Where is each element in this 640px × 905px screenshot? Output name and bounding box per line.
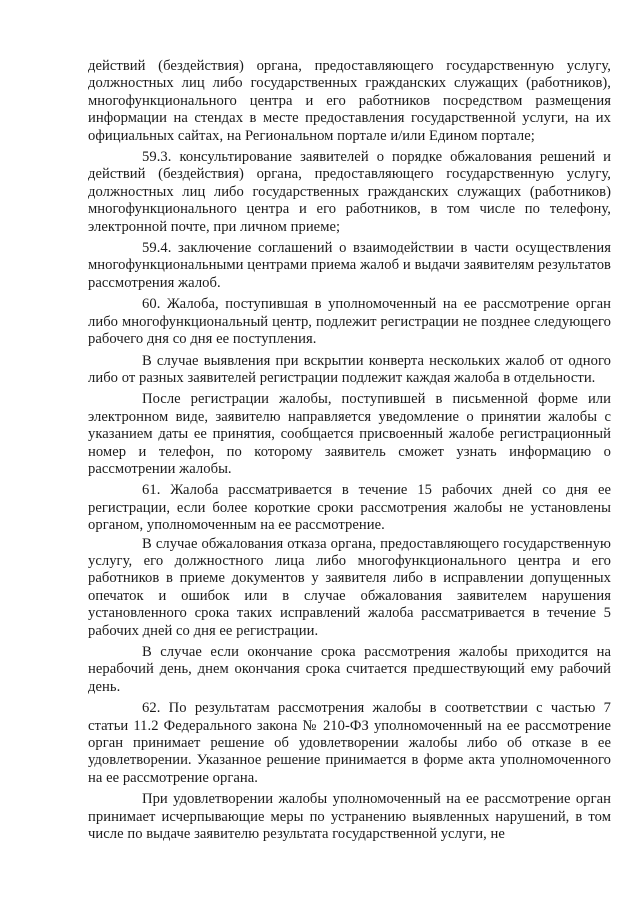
paragraph-61-nonworking-day: В случае если окончание срока рассмотрения жалобы приходится на нерабочий день, днем окончания срока считается предшествующий ему рабочий день. — [88, 644, 611, 695]
paragraph-61: 61. Жалоба рассматривается в течение 15 рабочих дней со дня ее регистрации, если более короткие сроки рассмотрения жалобы не установлены органом, уполномоченным на ее рассмотрение. — [88, 482, 611, 534]
paragraph-62: 62. По результатам рассмотрения жалобы в соответствии с частью 7 статьи 11.2 Федерального закона № 210-ФЗ уполномоченный на ее рассмотрение орган принимает решение об удовлетворении жалобы либо об отказе в ее удовлетворении. Указанное решение принимается в форме акта уполномоченного на ее рассмотрение органа. — [88, 700, 611, 786]
paragraph-60-notification: После регистрации жалобы, поступившей в письменной форме или электронном виде, заявителю направляется уведомление о принятии жалобы с указанием даты ее принятия, сообщается присвоенный жалобе регистрационный номер и телефон, по которому заявитель сможет узнать информацию о рассмотрении жалобы. — [88, 391, 611, 477]
paragraph-59-3: 59.3. консультирование заявителей о порядке обжалования решений и действий (бездействия) органа, предоставляющего государственную услугу, должностных лиц либо государственных гражданских служащих (работников) многофункционального центра и его работников, в том числе по телефону, электронной почте, при личном приеме; — [88, 149, 611, 235]
paragraph-61-refusal: В случае обжалования отказа органа, предоставляющего государственную услугу, его должностного лица либо многофункционального центра и его работников в приеме документов у заявителя либо в исправлении допущенных опечаток и ошибок или в случае обжалования заявителем нарушения установленного срока таких исправлений жалоба рассматривается в течение 5 рабочих дней со дня ее регистрации. — [88, 535, 611, 639]
paragraph-1: действий (бездействия) органа, предоставляющего государственную услугу, должностных лиц либо государственных гражданских служащих (работников), многофункционального центра и его работников посредством размещения информации на стендах в месте предоставления государственной услуги, на их официальных сайтах, на Региональном портале и/или Едином портале; — [88, 58, 611, 144]
document-page — [88, 58, 611, 844]
paragraph-60: 60. Жалоба, поступившая в уполномоченный на ее рассмотрение орган либо многофункциональный центр, подлежит регистрации не позднее следующего рабочего дня со дня ее поступления. — [88, 296, 611, 348]
paragraph-59-4: 59.4. заключение соглашений о взаимодействии в части осуществления многофункциональными центрами приема жалоб и выдачи заявителям результатов рассмотрения жалоб. — [88, 240, 611, 291]
paragraph-60-envelope: В случае выявления при вскрытии конверта нескольких жалоб от одного либо от разных заявителей регистрации подлежит каждая жалоба в отдельности. — [88, 352, 611, 386]
paragraph-62-satisfaction: При удовлетворении жалобы уполномоченный на ее рассмотрение орган принимает исчерпывающие меры по устранению выявленных нарушений, в том числе по выдаче заявителю результата государственной услуги, не — [88, 791, 611, 843]
